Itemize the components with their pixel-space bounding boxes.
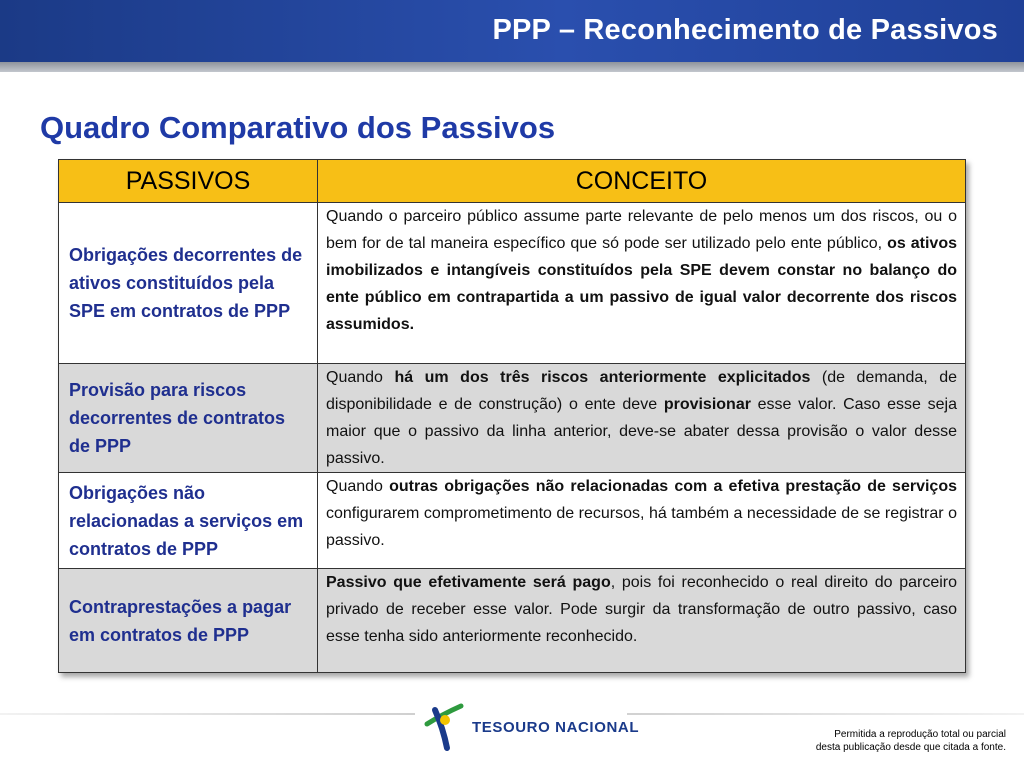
- logo-text: TESOURO NACIONAL: [472, 719, 640, 736]
- footer-note-line: desta publicação desde que citada a fonte.: [815, 742, 1006, 753]
- conceito-text-part: Quando o parceiro público assume parte relevante de pelo menos um dos riscos, ou o bem for de tal maneira específico que só pode ser utilizado pelo ente público,: [326, 208, 957, 252]
- conceito-text-part: , pois foi reconhecido o real direito do parceiro privado de receber esse valor. Pode surgir da transformação de outro passivo, caso esse tenha sido anteriormente reconhecido.: [326, 574, 957, 645]
- passivo-term: Obrigações decorrentes de ativos constituídos pela SPE em contratos de PPP: [59, 203, 318, 364]
- conceito-text-part: configurarem comprometimento de recursos, há também a necessidade de se registrar o passivo.: [326, 505, 957, 549]
- conceito-text-bold: outras obrigações não relacionadas com a efetiva prestação de serviços: [389, 478, 957, 495]
- footer-note: [816, 728, 1006, 754]
- conceito-text-part: Quando: [326, 369, 395, 386]
- page-title: Quadro Comparativo dos Passivos: [40, 110, 556, 145]
- conceito-text: [318, 569, 966, 673]
- passivo-term: Provisão para riscos decorrentes de contratos de PPP: [59, 364, 318, 473]
- passivos-table: [58, 159, 966, 673]
- header-passivos: PASSIVOS: [59, 160, 318, 203]
- conceito-text: [318, 364, 966, 473]
- table-row: [59, 473, 966, 569]
- table-row: [59, 569, 966, 673]
- passivo-term: Contraprestações a pagar em contratos de PPP: [59, 569, 318, 673]
- conceito-text: [318, 203, 966, 364]
- passivo-term: Obrigações não relacionadas a serviços em contratos de PPP: [59, 473, 318, 569]
- conceito-text-part: (de demanda, de disponibilidade e de construção) o ente deve: [326, 369, 958, 413]
- conceito-text-bold: Passivo que efetivamente será pago: [326, 574, 611, 591]
- conceito-text-bold: provisionar: [663, 396, 751, 413]
- header-conceito: CONCEITO: [318, 160, 966, 203]
- header-stripe: [0, 62, 1024, 72]
- conceito-text-bold: há um dos três riscos anteriormente explicitados: [394, 369, 811, 386]
- table-row: [59, 364, 966, 473]
- conceito-text-bold: os ativos imobilizados e intangíveis constituídos pela SPE devem constar no balanço do ente público em contrapartida a um passivo de igual valor decorrente dos riscos assumidos.: [326, 235, 957, 333]
- header-title: PPP – Reconhecimento de Passivos: [492, 14, 998, 46]
- footer-note-line: Permitida a reprodução total ou parcial: [834, 729, 1006, 740]
- conceito-text-part: Quando: [326, 478, 390, 495]
- table-header-row: [59, 160, 966, 203]
- tesouro-nacional-logo-icon: [423, 702, 469, 752]
- header-bar: [0, 0, 1024, 62]
- tesouro-nacional-logo: [415, 700, 640, 756]
- conceito-text-part: esse valor. Caso esse seja maior que o passivo da linha anterior, deve-se abater dessa provisão o valor desse passivo.: [326, 396, 958, 467]
- conceito-text: [318, 473, 966, 569]
- table-row: [59, 203, 966, 364]
